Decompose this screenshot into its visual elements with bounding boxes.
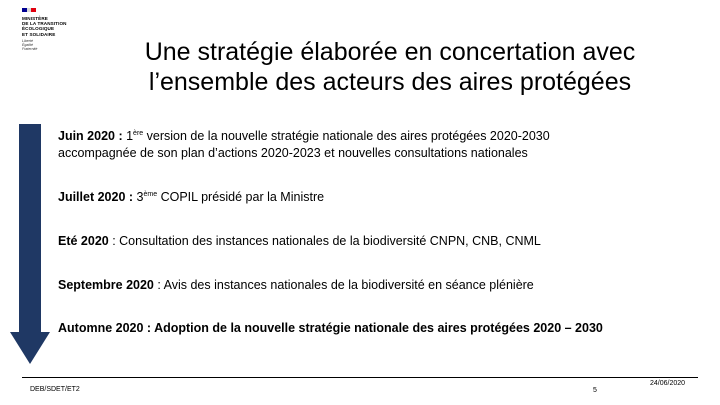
item-text-part: COPIL présidé par la Ministre	[157, 190, 325, 204]
ministry-line: ÉCOLOGIQUE	[22, 26, 55, 32]
timeline-item-automne	[58, 320, 698, 337]
motto-line: Égalité	[22, 43, 33, 48]
title-line-2: l’ensemble des acteurs des aires protégées	[148, 68, 632, 96]
item-superscript: ère	[133, 129, 144, 137]
slide-title	[100, 37, 680, 97]
timeline-item-juillet	[58, 189, 698, 206]
item-date: Juillet 2020 :	[58, 190, 137, 204]
footer-divider	[22, 377, 698, 378]
ministry-logo	[22, 8, 92, 64]
ministry-name	[22, 16, 92, 37]
motto-line: Fraternité	[22, 47, 38, 52]
item-text-part: 1	[126, 129, 134, 143]
ministry-line: DE LA TRANSITION	[22, 21, 67, 27]
ministry-line: MINISTÈRE	[22, 16, 48, 21]
ministry-line: ET SOLIDAIRE	[22, 31, 56, 37]
item-superscript: ème	[143, 190, 158, 198]
item-date: Septembre 2020	[58, 278, 154, 292]
timeline-item-juin	[58, 128, 698, 162]
page-number: 5	[593, 387, 597, 394]
item-date: Automne 2020 : Adoption de la nouvelle stratégie nationale des aires protégées 2020 – 2030	[58, 321, 603, 335]
item-date: Eté 2020	[58, 234, 109, 248]
timeline-arrow-icon	[9, 124, 51, 364]
title-line-1: Une stratégie élaborée en concertation avec	[144, 38, 636, 66]
footer-date: 24/06/2020	[650, 380, 686, 387]
french-flag-icon	[22, 8, 36, 12]
timeline-item-ete	[58, 233, 698, 250]
footer-department: DEB/SDET/ET2	[30, 386, 80, 393]
item-date: Juin 2020 :	[58, 129, 127, 143]
item-text-line-2: accompagnée de son plan d’actions 2020-2023 et nouvelles consultations nationales	[58, 146, 528, 160]
item-text-part: 3	[136, 190, 144, 204]
item-text: : Avis des instances nationales de la biodiversité en séance plénière	[153, 278, 534, 292]
item-text	[126, 129, 550, 143]
republic-motto	[22, 39, 92, 52]
motto-line: Liberté	[22, 38, 33, 43]
item-text-part: version de la nouvelle stratégie nationale des aires protégées 2020-2030	[143, 129, 550, 143]
item-text: : Consultation des instances nationales de la biodiversité CNPN, CNB, CNML	[108, 234, 541, 248]
timeline-item-septembre	[58, 277, 698, 294]
